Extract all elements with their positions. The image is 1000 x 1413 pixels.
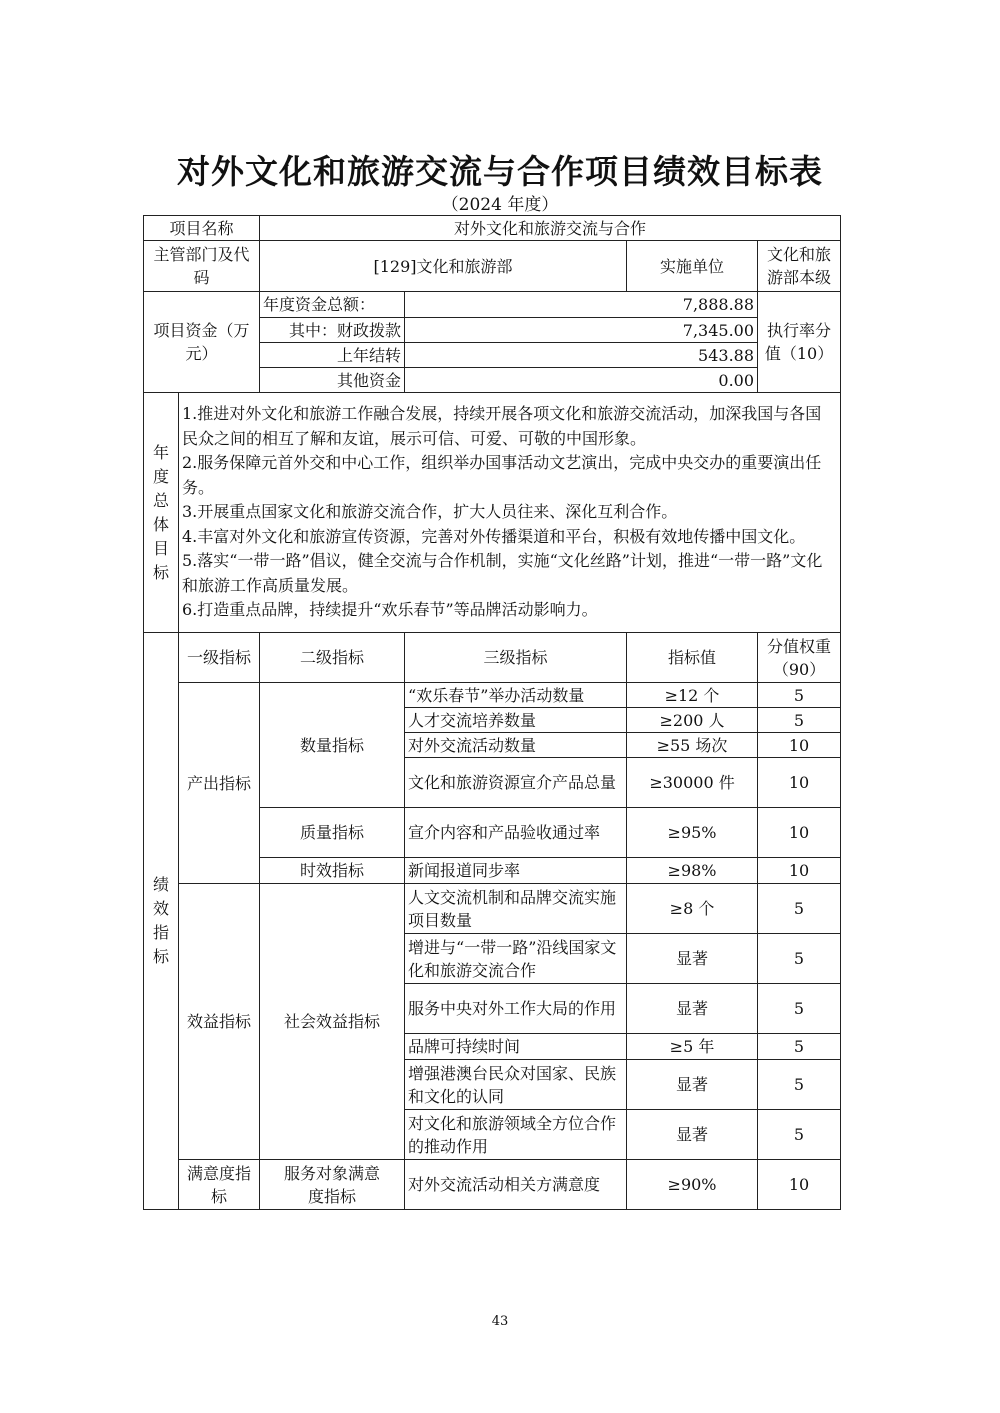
- level3-header: 三级指标: [405, 633, 627, 683]
- fund-row-value: 7,888.88: [405, 292, 758, 318]
- level3-indicator: 品牌可持续时间: [405, 1034, 627, 1060]
- indicator-weight: 5: [758, 1060, 841, 1110]
- indicator-header-row: [144, 633, 841, 683]
- department-value: [129]文化和旅游部: [260, 241, 627, 292]
- benefit-indicator-label: 效益指标: [179, 884, 260, 1160]
- annual-goals-text: [179, 393, 841, 633]
- indicator-weight: 5: [758, 984, 841, 1034]
- indicator-value: ≥30000 件: [627, 758, 758, 808]
- department-row: [144, 241, 841, 292]
- level3-indicator: 人文交流机制和品牌交流实施项目数量: [405, 884, 627, 934]
- indicator-weight: 5: [758, 683, 841, 708]
- indicator-weight: 5: [758, 1110, 841, 1160]
- page-number: 43: [491, 1314, 509, 1329]
- indicator-value: ≥90%: [627, 1160, 758, 1210]
- level3-indicator: 服务中央对外工作大局的作用: [405, 984, 627, 1034]
- indicator-weight: 5: [758, 708, 841, 733]
- indicator-value: ≥12 个: [627, 683, 758, 708]
- weight-header: 分值权重（90）: [758, 633, 841, 683]
- satisfaction-indicator-label: 满意度指标: [179, 1160, 260, 1210]
- fund-row-label: 年度资金总额：: [260, 292, 405, 318]
- level3-indicator: 对文化和旅游领域全方位合作的推动作用: [405, 1110, 627, 1160]
- indicator-value: 显著: [627, 934, 758, 984]
- indicator-value: ≥8 个: [627, 884, 758, 934]
- indicator-weight: 10: [758, 808, 841, 858]
- goal-item: 1.推进对外文化和旅游工作融合发展，持续开展各项文化和旅游交流活动，加深我国与各国民众之间的相互了解和友谊，展示可信、可爱、可敬的中国形象。: [182, 404, 822, 448]
- fund-row-label: 其他资金: [260, 368, 405, 393]
- project-name-value: 对外文化和旅游交流与合作: [260, 216, 841, 241]
- level3-indicator: 对外交流活动相关方满意度: [405, 1160, 627, 1210]
- quality-indicator-label: 质量指标: [260, 808, 405, 858]
- goal-item: 4.丰富对外文化和旅游宣传资源，完善对外传播渠道和平台，积极有效地传播中国文化。: [182, 526, 806, 546]
- execution-rate-label: 执行率分值（10）: [758, 292, 841, 393]
- fund-row-label: 其中：财政拨款: [260, 318, 405, 343]
- level1-header: 一级指标: [179, 633, 260, 683]
- project-name-label: 项目名称: [144, 216, 260, 241]
- performance-indicators-label: 绩效指标: [144, 633, 179, 1210]
- implementing-unit-label: 实施单位: [627, 241, 758, 292]
- fund-row-value: 0.00: [405, 368, 758, 393]
- indicator-value: 显著: [627, 1060, 758, 1110]
- annual-goals-label: 年度总体目标: [144, 393, 179, 633]
- indicator-value: ≥5 年: [627, 1034, 758, 1060]
- value-header: 指标值: [627, 633, 758, 683]
- level3-indicator: 文化和旅游资源宣介产品总量: [405, 758, 627, 808]
- indicator-value: 显著: [627, 984, 758, 1034]
- indicator-weight: 10: [758, 858, 841, 884]
- goal-item: 5.落实“一带一路”倡议，健全交流与合作机制，实施“文化丝路”计划，推进“一带一路”文化和旅游工作高质量发展。: [182, 551, 823, 595]
- fund-row-label: 上年结转: [260, 343, 405, 368]
- indicator-weight: 10: [758, 733, 841, 758]
- service-satisfaction-indicator-label: 服务对象满意度指标: [260, 1160, 405, 1210]
- page-subtitle: （2024 年度）: [441, 195, 559, 215]
- indicator-value: 显著: [627, 1110, 758, 1160]
- performance-target-table: [143, 215, 841, 1210]
- level3-indicator: 增强港澳台民众对国家、民族和文化的认同: [405, 1060, 627, 1110]
- department-label: 主管部门及代码: [144, 241, 260, 292]
- indicator-weight: 5: [758, 1034, 841, 1060]
- indicator-weight: 10: [758, 758, 841, 808]
- goal-item: 3.开展重点国家文化和旅游交流合作，扩大人员往来、深化互利合作。: [182, 502, 678, 522]
- indicator-value: ≥95%: [627, 808, 758, 858]
- funds-label: 项目资金（万元）: [144, 292, 260, 393]
- fund-row: [144, 292, 841, 318]
- indicator-weight: 10: [758, 1160, 841, 1210]
- table-row: [144, 884, 841, 934]
- level3-indicator: 增进与“一带一路”沿线国家文化和旅游交流合作: [405, 934, 627, 984]
- level3-indicator: 新闻报道同步率: [405, 858, 627, 884]
- indicator-value: ≥55 场次: [627, 733, 758, 758]
- level2-header: 二级指标: [260, 633, 405, 683]
- indicator-weight: 5: [758, 934, 841, 984]
- page-title: 对外文化和旅游交流与合作项目绩效目标表: [177, 152, 823, 191]
- social-benefit-indicator-label: 社会效益指标: [260, 884, 405, 1160]
- fund-row-value: 7,345.00: [405, 318, 758, 343]
- indicator-value: ≥98%: [627, 858, 758, 884]
- level3-indicator: “欢乐春节”举办活动数量: [405, 683, 627, 708]
- level3-indicator: 人才交流培养数量: [405, 708, 627, 733]
- implementing-unit-value: 文化和旅游部本级: [758, 241, 841, 292]
- level3-indicator: 对外交流活动数量: [405, 733, 627, 758]
- goal-item: 6.打造重点品牌，持续提升“欢乐春节”等品牌活动影响力。: [182, 600, 598, 620]
- goal-item: 2.服务保障元首外交和中心工作，组织举办国事活动文艺演出，完成中央交办的重要演出任务。: [182, 453, 822, 497]
- level3-indicator: 宣介内容和产品验收通过率: [405, 808, 627, 858]
- annual-goals-row: [144, 393, 841, 633]
- indicator-weight: 5: [758, 884, 841, 934]
- fund-row-value: 543.88: [405, 343, 758, 368]
- table-row: [144, 1160, 841, 1210]
- indicator-value: ≥200 人: [627, 708, 758, 733]
- timeliness-indicator-label: 时效指标: [260, 858, 405, 884]
- quantity-indicator-label: 数量指标: [260, 683, 405, 808]
- project-name-row: [144, 216, 841, 241]
- output-indicator-label: 产出指标: [179, 683, 260, 884]
- table-row: [144, 683, 841, 708]
